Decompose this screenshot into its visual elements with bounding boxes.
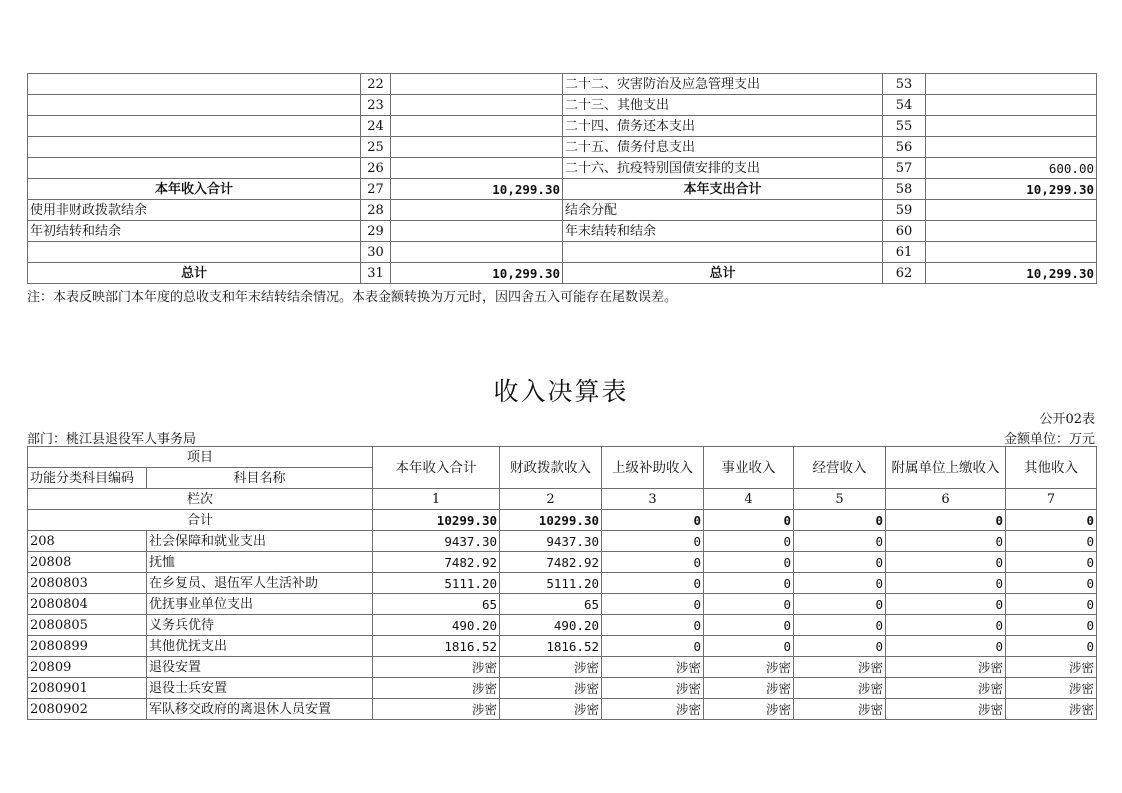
expense-amount xyxy=(926,242,1097,263)
amount-cell: 490.20 xyxy=(373,615,500,636)
amount-cell: 0 xyxy=(602,531,704,552)
table-row xyxy=(28,699,1097,720)
total-value: 0 xyxy=(1006,510,1097,531)
amount-cell: 0 xyxy=(1006,594,1097,615)
row-number: 31 xyxy=(361,263,391,284)
amount-cell: 0 xyxy=(1006,573,1097,594)
amount-cell: 涉密 xyxy=(704,678,794,699)
total-value: 0 xyxy=(886,510,1006,531)
amount-cell: 涉密 xyxy=(1006,657,1097,678)
table-row xyxy=(28,531,1097,552)
amount-cell: 涉密 xyxy=(794,678,886,699)
subject-code: 20809 xyxy=(28,657,147,678)
amount-cell: 9437.30 xyxy=(500,531,602,552)
income-amount: 10,299.30 xyxy=(391,179,563,200)
subject-code: 2080899 xyxy=(28,636,147,657)
subject-code: 2080901 xyxy=(28,678,147,699)
subject-name: 退役士兵安置 xyxy=(147,678,373,699)
column-index-7: 7 xyxy=(1006,489,1097,510)
total-value: 0 xyxy=(704,510,794,531)
subject-name: 其他优抚支出 xyxy=(147,636,373,657)
amount-cell: 0 xyxy=(886,531,1006,552)
amount-cell: 涉密 xyxy=(886,678,1006,699)
column-index-4: 4 xyxy=(704,489,794,510)
expense-amount xyxy=(926,116,1097,137)
amount-cell: 涉密 xyxy=(602,699,704,720)
col-header-6: 附属单位上缴收入 xyxy=(886,447,1006,489)
department-label: 部门：桃江县退役军人事务局 xyxy=(27,432,197,447)
amount-cell: 涉密 xyxy=(1006,678,1097,699)
subject-code: 208 xyxy=(28,531,147,552)
row-number: 27 xyxy=(361,179,391,200)
row-number: 22 xyxy=(361,74,391,95)
total-value: 0 xyxy=(794,510,886,531)
expense-amount: 10,299.30 xyxy=(926,179,1097,200)
col-header-3: 上级补助收入 xyxy=(602,447,704,489)
name-column-header: 科目名称 xyxy=(147,468,373,489)
amount-cell: 7482.92 xyxy=(500,552,602,573)
amount-cell: 0 xyxy=(1006,636,1097,657)
subject-name: 社会保障和就业支出 xyxy=(147,531,373,552)
amount-cell: 0 xyxy=(794,615,886,636)
amount-cell: 0 xyxy=(602,594,704,615)
subject-code: 2080804 xyxy=(28,594,147,615)
amount-cell: 0 xyxy=(704,552,794,573)
row-number: 53 xyxy=(883,74,926,95)
column-index-2: 2 xyxy=(500,489,602,510)
table-row xyxy=(28,573,1097,594)
amount-cell: 涉密 xyxy=(1006,699,1097,720)
amount-cell: 1816.52 xyxy=(373,636,500,657)
income-amount xyxy=(391,221,563,242)
amount-cell: 0 xyxy=(794,594,886,615)
amount-cell: 0 xyxy=(794,531,886,552)
income-item: 总计 xyxy=(28,263,361,284)
column-index-5: 5 xyxy=(794,489,886,510)
row-number: 60 xyxy=(883,221,926,242)
amount-cell: 5111.20 xyxy=(373,573,500,594)
amount-cell: 9437.30 xyxy=(373,531,500,552)
amount-cell: 涉密 xyxy=(886,657,1006,678)
amount-cell: 0 xyxy=(704,573,794,594)
table-row xyxy=(28,158,1097,179)
total-value: 0 xyxy=(602,510,704,531)
amount-cell: 0 xyxy=(602,615,704,636)
row-number: 29 xyxy=(361,221,391,242)
expense-item: 年末结转和结余 xyxy=(563,221,883,242)
table-row xyxy=(28,200,1097,221)
table-note: 注：本表反映部门本年度的总收支和年末结转结余情况。本表金额转换为万元时，因四舍五入可能存在尾数误差。 xyxy=(27,290,678,305)
table-row xyxy=(28,74,1097,95)
income-item xyxy=(28,74,361,95)
amount-cell: 0 xyxy=(704,531,794,552)
expense-amount xyxy=(926,200,1097,221)
total-label: 合计 xyxy=(28,510,373,531)
subject-name: 在乡复员、退伍军人生活补助 xyxy=(147,573,373,594)
column-index-6: 6 xyxy=(886,489,1006,510)
amount-cell: 涉密 xyxy=(602,678,704,699)
form-number: 公开02表 xyxy=(1039,412,1095,427)
amount-cell: 0 xyxy=(1006,531,1097,552)
income-amount xyxy=(391,158,563,179)
amount-cell: 0 xyxy=(794,573,886,594)
total-value: 10299.30 xyxy=(500,510,602,531)
row-number: 30 xyxy=(361,242,391,263)
income-item xyxy=(28,95,361,116)
table-row xyxy=(28,137,1097,158)
amount-cell: 涉密 xyxy=(500,657,602,678)
column-index-label: 栏次 xyxy=(28,489,373,510)
table-row xyxy=(28,263,1097,284)
table-row xyxy=(28,552,1097,573)
column-index-3: 3 xyxy=(602,489,704,510)
amount-cell: 490.20 xyxy=(500,615,602,636)
table-row xyxy=(28,116,1097,137)
amount-cell: 涉密 xyxy=(500,699,602,720)
column-index-row xyxy=(28,489,1097,510)
amount-cell: 0 xyxy=(704,594,794,615)
row-number: 25 xyxy=(361,137,391,158)
total-row xyxy=(28,510,1097,531)
table-row xyxy=(28,179,1097,200)
income-amount xyxy=(391,95,563,116)
row-number: 57 xyxy=(883,158,926,179)
amount-cell: 涉密 xyxy=(500,678,602,699)
amount-cell: 涉密 xyxy=(602,657,704,678)
amount-cell: 0 xyxy=(602,552,704,573)
expense-item: 二十五、债务付息支出 xyxy=(563,137,883,158)
column-index-1: 1 xyxy=(373,489,500,510)
table-row xyxy=(28,678,1097,699)
amount-cell: 涉密 xyxy=(886,699,1006,720)
subject-name: 抚恤 xyxy=(147,552,373,573)
amount-cell: 65 xyxy=(373,594,500,615)
subject-name: 军队移交政府的离退休人员安置 xyxy=(147,699,373,720)
subject-name: 优抚事业单位支出 xyxy=(147,594,373,615)
table-row xyxy=(28,657,1097,678)
row-number: 55 xyxy=(883,116,926,137)
col-header-5: 经营收入 xyxy=(794,447,886,489)
amount-cell: 0 xyxy=(886,636,1006,657)
row-number: 62 xyxy=(883,263,926,284)
expense-amount: 600.00 xyxy=(926,158,1097,179)
header-row-1 xyxy=(28,447,1097,468)
income-amount xyxy=(391,137,563,158)
amount-cell: 5111.20 xyxy=(500,573,602,594)
summary-table xyxy=(27,73,1097,284)
expense-item: 二十二、灾害防治及应急管理支出 xyxy=(563,74,883,95)
income-item: 年初结转和结余 xyxy=(28,221,361,242)
income-item: 使用非财政拨款结余 xyxy=(28,200,361,221)
amount-unit-label: 金额单位：万元 xyxy=(1003,432,1095,447)
income-amount: 10,299.30 xyxy=(391,263,563,284)
row-number: 54 xyxy=(883,95,926,116)
total-value: 10299.30 xyxy=(373,510,500,531)
income-table xyxy=(27,446,1097,720)
row-number: 26 xyxy=(361,158,391,179)
table-row xyxy=(28,594,1097,615)
col-header-7: 其他收入 xyxy=(1006,447,1097,489)
amount-cell: 0 xyxy=(886,552,1006,573)
code-column-header: 功能分类科目编码 xyxy=(28,468,147,489)
page-title: 收入决算表 xyxy=(493,377,629,406)
amount-cell: 涉密 xyxy=(794,699,886,720)
col-header-2: 财政拨款收入 xyxy=(500,447,602,489)
amount-cell: 0 xyxy=(704,615,794,636)
table-row xyxy=(28,615,1097,636)
summary-table-body xyxy=(28,74,1097,284)
row-number: 61 xyxy=(883,242,926,263)
subject-code: 2080805 xyxy=(28,615,147,636)
income-amount xyxy=(391,200,563,221)
table-row xyxy=(28,636,1097,657)
col-header-1: 本年收入合计 xyxy=(373,447,500,489)
table-row xyxy=(28,95,1097,116)
subject-code: 20808 xyxy=(28,552,147,573)
amount-cell: 0 xyxy=(602,636,704,657)
expense-item: 本年支出合计 xyxy=(563,179,883,200)
amount-cell: 涉密 xyxy=(704,699,794,720)
amount-cell: 0 xyxy=(794,552,886,573)
col-header-4: 事业收入 xyxy=(704,447,794,489)
amount-cell: 0 xyxy=(704,636,794,657)
subject-code: 2080902 xyxy=(28,699,147,720)
income-item xyxy=(28,116,361,137)
expense-amount xyxy=(926,221,1097,242)
amount-cell: 65 xyxy=(500,594,602,615)
amount-cell: 0 xyxy=(886,594,1006,615)
income-amount xyxy=(391,74,563,95)
income-amount xyxy=(391,242,563,263)
expense-amount xyxy=(926,74,1097,95)
income-item xyxy=(28,242,361,263)
amount-cell: 0 xyxy=(886,573,1006,594)
amount-cell: 0 xyxy=(886,615,1006,636)
amount-cell: 0 xyxy=(1006,615,1097,636)
row-number: 24 xyxy=(361,116,391,137)
amount-cell: 涉密 xyxy=(373,678,500,699)
expense-item: 二十三、其他支出 xyxy=(563,95,883,116)
amount-cell: 0 xyxy=(794,636,886,657)
amount-cell: 涉密 xyxy=(704,657,794,678)
expense-item: 二十四、债务还本支出 xyxy=(563,116,883,137)
amount-cell: 涉密 xyxy=(794,657,886,678)
income-item xyxy=(28,137,361,158)
subject-name: 退役安置 xyxy=(147,657,373,678)
expense-amount: 10,299.30 xyxy=(926,263,1097,284)
project-header: 项目 xyxy=(28,447,373,468)
row-number: 28 xyxy=(361,200,391,221)
expense-item: 总计 xyxy=(563,263,883,284)
expense-amount xyxy=(926,137,1097,158)
amount-cell: 涉密 xyxy=(373,699,500,720)
table-row xyxy=(28,221,1097,242)
row-number: 59 xyxy=(883,200,926,221)
income-table-body xyxy=(28,447,1097,720)
income-item: 本年收入合计 xyxy=(28,179,361,200)
expense-item: 结余分配 xyxy=(563,200,883,221)
subject-code: 2080803 xyxy=(28,573,147,594)
amount-cell: 0 xyxy=(602,573,704,594)
table-row xyxy=(28,242,1097,263)
expense-item: 二十六、抗疫特别国债安排的支出 xyxy=(563,158,883,179)
amount-cell: 1816.52 xyxy=(500,636,602,657)
income-amount xyxy=(391,116,563,137)
subject-name: 义务兵优待 xyxy=(147,615,373,636)
amount-cell: 涉密 xyxy=(373,657,500,678)
row-number: 23 xyxy=(361,95,391,116)
expense-amount xyxy=(926,95,1097,116)
row-number: 58 xyxy=(883,179,926,200)
amount-cell: 7482.92 xyxy=(373,552,500,573)
row-number: 56 xyxy=(883,137,926,158)
amount-cell: 0 xyxy=(1006,552,1097,573)
income-item xyxy=(28,158,361,179)
expense-item xyxy=(563,242,883,263)
